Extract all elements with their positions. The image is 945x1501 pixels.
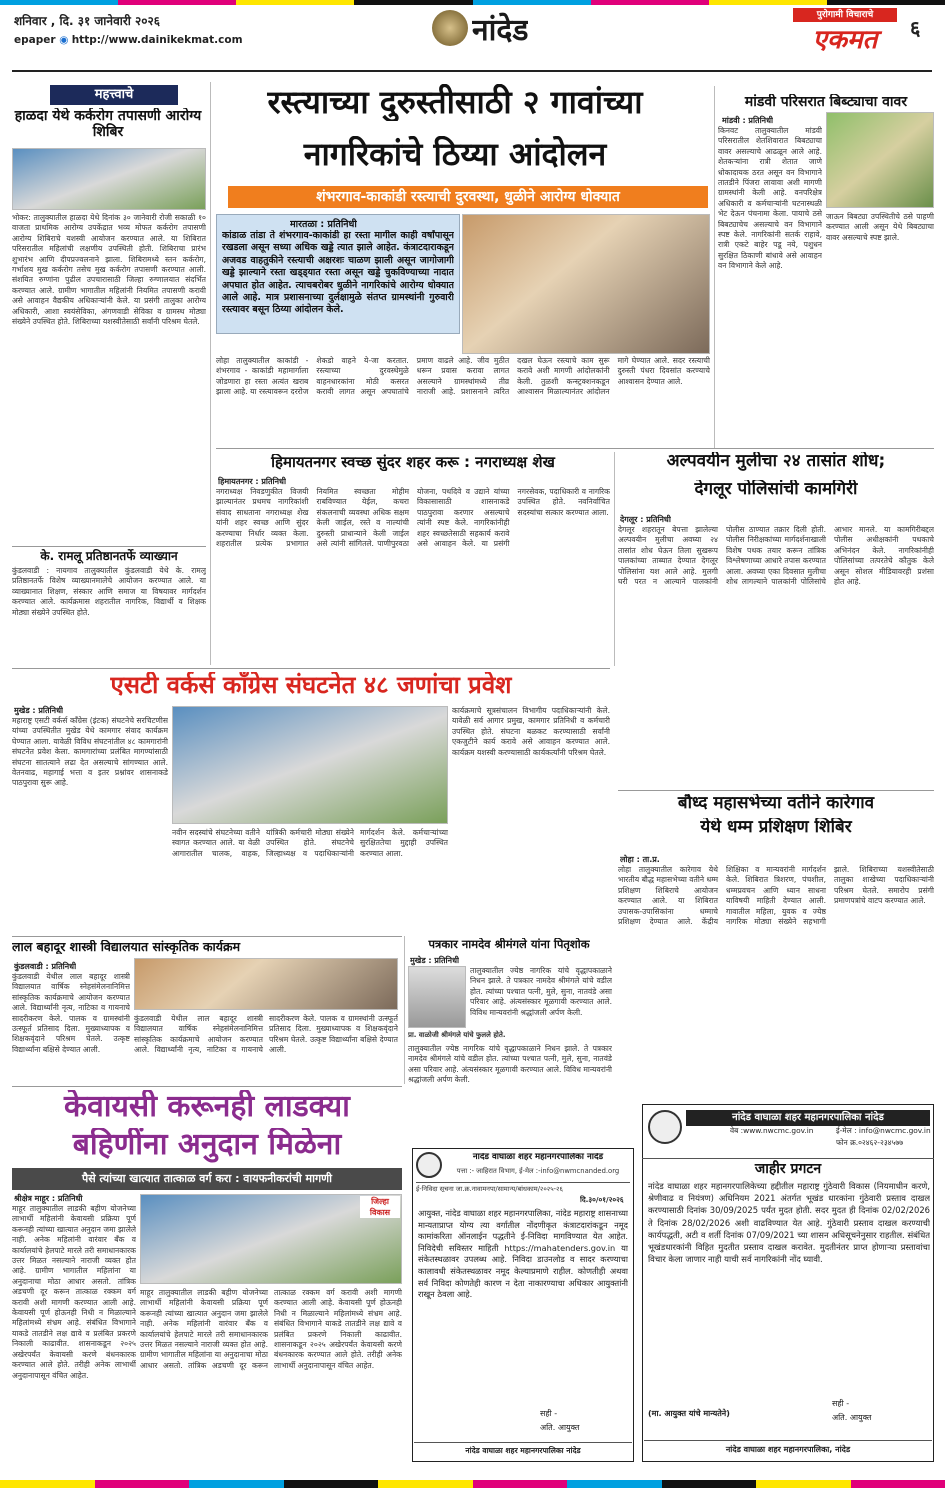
epaper-label: epaper [14, 34, 60, 46]
lead-intro: कांडाळ तांडा ते शंभरगाव-काकांडी हा रस्ता मागील काही वर्षांपासून रखडला असून सध्या अधिक खड्डे त्यात झाले आहेत. कंत्राटदाराकडून अजवड वाहतुकीने रस्त्याची अक्षरशः चाळण झाली असून जागोजागी खड्डे झाल्याने रस्ता खड्ड्यात रस्ता असून खड्डे चुकविण्याच्या नादात अपघात होत आहेत. त्याचबरोबर धुळीने नागरिकांचे आरोग्य धोक्यात आले आहे. मात्र प्रशासनाच्या दुर्लक्षामुळे संतप्त ग्रामस्थांनी गुरुवारी रस्त्यावर बसून ठिय्या आंदोलन केले. [222, 230, 454, 316]
left-article-2: कुंडलवाडी : नायगाव तालुक्यातील कुंडलवाडी येथे के. रामलू प्रतिष्ठानतर्फे विशेष व्याख्यानमालेचे आयोजन करण्यात आले. या व्याख्यानात शिक्षण, संस्कार आणि समाज या विषयावर मार्गदर्शन करण्यात आले. कार्यक्रमास शहरातील नागरिक, विद्यार्थी व शिक्षक मोठ्या संख्येने उपस्थित होते. [12, 566, 206, 617]
left-photo-camp [12, 148, 206, 210]
st-body-1: महाराष्ट्र एसटी वर्कर्स काँग्रेस (इंटक) संघटनेचे सरचिटणीस यांच्या उपस्थितीत मुखेड येथे कामगार संवाद कार्यक्रम घेण्यात आला. यावेळी विविध संघटनांतील ४८ कामगारांनी संघटनेत प्रवेश केला. कामगारांच्या प्रलंबित मागण्यांसाठी संघटना सातत्याने लढा देत असल्याचे सांगण्यात आले. वेतनवाढ, महागाई भत्ता व इतर प्रश्नांवर शासनाकडे पाठपुरावा सुरू आहे. [12, 716, 168, 788]
patrakar-title: पत्रकार नामदेव श्रीमंगले यांना पितृशोक [428, 938, 590, 951]
registration-bar-top [0, 0, 945, 5]
notice-footer: नांदेड वाघाळा शहर महानगरपालिका, नांदेड [644, 1440, 932, 1455]
tender-sign-1: सही - [540, 1409, 558, 1418]
mandvi-dateline: मांडवी : प्रतिनिधी [722, 116, 774, 125]
divider-mid [12, 668, 610, 669]
mandvi-title: मांडवी परिसरात बिब्ट्याचा वावर [744, 94, 908, 110]
degloor-body: देगलूर शहरातून बेपत्ता झालेल्या अल्पवयीन मुलीचा अवघ्या २४ तासांत शोध घेऊन तिला सुखरूप पालकांच्या ताब्यात देण्यात देगलूर पोलिसांना यश आले आहे. मुलगी घरी परत न आल्याने पालकांनी पोलीस ठाण्यात तक्रार दिली होती. पोलीस निरीक्षकांच्या मार्गदर्शनाखाली विशेष पथक तयार करून तांत्रिक विश्लेषणाच्या आधारे तपास करण्यात आला. अवघ्या एका दिवसात मुलीचा शोध लागल्याने पालकांनी पोलिसांचे आभार मानले. या कामगिरीबद्दल पोलीस अधीक्षकांनी पथकाचे अभिनंदन केले. नागरिकांनीही पोलिसांच्या तत्परतेचे कौतुक केले असून सोशल मीडियावरही प्रशंसा होत आहे. [618, 525, 934, 587]
notice-web: वेब :www.nwcmc.gov.in [730, 1126, 814, 1135]
himayat-title: हिमायतनगर स्वच्छ सुंदर शहर करू : नगराध्यक्ष शेख [271, 454, 555, 471]
notice-org: नांदेड वाघाळा शहर महानगरपालिका नांदेड [686, 1110, 930, 1126]
divider-kyc [12, 1086, 402, 1087]
himayat-body: नगराध्यक्ष निवडणुकीत विजयी झाल्यानंतर प्रथमच नागरिकांशी संवाद साधताना नगराध्यक्ष शेख यांनी शहर स्वच्छ आणि सुंदर करण्याचा निर्धार व्यक्त केला. शहरातील प्रत्येक प्रभागात नियमित स्वच्छता मोहीम राबविण्यात येईल, कचरा संकलनाची व्यवस्था अधिक सक्षम केली जाईल, रस्ते व नाल्यांची दुरुस्ती प्राधान्याने केली जाईल असे त्यांनी सांगितले. पाणीपुरवठा योजना, पथदिवे व उद्याने यांच्या विकासासाठी शासनाकडे पाठपुरावा करणार असल्याचे त्यांनी स्पष्ट केले. नागरिकांनीही शहर स्वच्छतेसाठी सहकार्य करावे असे आवाहन केले. या प्रसंगी नगरसेवक, पदाधिकारी व नागरिक उपस्थित होते. नवनिर्वाचित सदस्यांचा सत्कार करण्यात आला. [216, 487, 610, 549]
lead-title-1: रस्त्याच्या दुरुस्तीसाठी २ गावांच्या [267, 84, 643, 121]
bauddha-dateline: लोहा : ता.प्र. [620, 855, 660, 864]
himayat-dateline: हिमायतनगर : प्रतिनिधी [218, 477, 287, 486]
lead-photo-protest [462, 214, 710, 354]
kyc-photo-label: जिल्हा विकास [360, 1196, 400, 1218]
column-rule-patrakar [404, 936, 405, 1084]
patrakar-photo [408, 966, 466, 1028]
notice-approved: (मा. आयुक्त यांचे मान्यतेने) [648, 1409, 730, 1418]
site-url: http://www.dainikekmat.com [71, 34, 243, 46]
notice-email: ई-मेल : info@nwcmc.gov.in [836, 1126, 931, 1135]
notice-heading: जाहीर प्रगटन [642, 1158, 934, 1177]
brand-logo: एकमत [812, 25, 878, 55]
mandvi-photo-pugmark [826, 112, 934, 208]
masthead-divider [12, 70, 932, 72]
section-label: महत्त्वाचे [50, 85, 178, 105]
city-name: नांदेड [472, 13, 529, 48]
masthead [0, 6, 945, 70]
st-body-3: कार्यक्रमाचे सूत्रसंचालन विभागीय पदाधिकाऱ्यांनी केले. यावेळी सर्व आगार प्रमुख, कामगार प्रतिनिधी व कर्मचारी उपस्थित होते. संघटना बळकट करण्यासाठी सर्वांनी एकजुटीने कार्य करावे असे आवाहन करण्यात आले. कार्यक्रम यशस्वी करण्यासाठी कार्यकर्त्यांनी परिश्रम घेतले. [452, 706, 610, 757]
notice-body: नांदेड वाघाळा शहर महानगरपालिकेच्या हद्दीतील महाराष्ट्र गुंठेवारी विकास (नियमाधीन करणे, श्रेणीवाढ व नियंत्रण) अधिनियम 2021 अंतर्गत भूखंड धारकांना गुंठेवारी प्रस्ताव दाखल करण्यासाठी दिनांक 30/09/2025 पर्यंत मुदत होती. सदर मुदत ही दिनांक 02/02/2026 ते दिनांक 28/02/2026 अशी वाढविण्यात येत आहे. गुंठेवारी प्रस्ताव दाखल करण्याची कार्यपद्धती, अटी व शर्ती दिनांक 07/09/2021 च्या शासन अधिसूचनेनुसार राहतील. संबंधित भूखंडधारकांनी विहित मुदतीत प्रस्ताव दाखल करावेत. मुदतीनंतर प्राप्त होणाऱ्या प्रस्तावांचा विचार केला जाणार नाही याची सर्व नागरिकांनी नोंद घ्यावी. [648, 1181, 930, 1265]
divider-lalbahadur [12, 936, 402, 937]
divider-degloor [618, 790, 934, 791]
tender-body: आयुक्त, नांदेड वाघाळा शहर महानगरपालिका, नांदेड महाराष्ट्र शासनाच्या मान्यताप्राप्त योग्य त्या वर्गातील नोंदणीकृत कंत्राटदारांकडून नमूद कामांकरिता ऑनलाईन पद्धतीने ई-निविदा मागविण्यात येत आहेत. निविदेची सविस्तर माहिती https://mahatenders.gov.in या संकेतस्थळावर उपलब्ध आहे. निविदा डाउनलोड व सादर करण्याचा कालावधी संकेतस्थळावर नमूद केल्याप्रमाणे राहील. कोणतीही अथवा सर्व निविदा कोणतेही कारण न देता नाकारण्याचा अधिकार आयुक्तांनी राखून ठेवला आहे. [418, 1208, 628, 1300]
lalbahadur-photo [134, 958, 398, 1010]
kyc-title-2: बहिणींना अनुदान मिळेना [72, 1128, 342, 1162]
left-headline-2: के. रामलू प्रतिष्ठानतर्फे व्याख्यान [12, 546, 206, 564]
kyc-title-1: केवायसी करूनही लाडक्या [64, 1090, 350, 1124]
tender-sign-2: अति. आयुक्त [540, 1423, 580, 1432]
tender-address: पत्ता :- जाहिरात विभाग, ई-मेल :-info@nwmcnanded.org [456, 1167, 620, 1175]
patrakar-caption: प्रा. वाळोजी श्रीमंगले यांचे फुलले होते. [408, 1031, 506, 1039]
st-photo-group [172, 706, 448, 824]
mandvi-caption: जाऊन बिबट्या उपस्थितीचे ठसे पाहणी करण्यात आली असून येथे बिबट्याचा वावर असल्याचे स्पष्ट झाले. [826, 212, 934, 242]
lead-dateline: मारतळा : प्रतिनिधी [290, 219, 357, 230]
bauddha-title-2: येथे धम्म प्रशिक्षण शिबिर [700, 818, 852, 837]
patrakar-body: तालुक्यातील ज्येष्ठ नागरिक यांचे वृद्धापकाळाने निधन झाले. ते पत्रकार नामदेव श्रीमंगले यांचे वडील होत. त्यांच्या पश्चात पत्नी, मुले, सुना, नातवंडे असा परिवार आहे. अंत्यसंस्कार मूळगावी करण्यात आले. विविध मान्यवरांनी श्रद्धांजली अर्पण केली. [470, 966, 612, 1017]
registration-bar-bottom [0, 1480, 945, 1488]
emblem-icon [432, 10, 468, 46]
lalbahadur-body: कुंडलवाडी येथील लाल बहादूर शास्त्री विद्यालयात वार्षिक स्नेहसंमेलनानिमित्त सांस्कृतिक कार्यक्रमाचे आयोजन करण्यात आले. विद्यार्थ्यांनी नृत्य, नाटिका व गायनाचे सादरीकरण केले. पालक व ग्रामस्थांनी उत्स्फूर्त प्रतिसाद दिला. मुख्याध्यापक व शिक्षकवृंदाने परिश्रम घेतले. उत्कृष्ट विद्यार्थ्यांना बक्षिसे देण्यात आली. [12, 972, 130, 1054]
issue-date: शनिवार , दि. ३१ जानेवारी २०२६ [14, 14, 161, 28]
st-body-2: नवीन सदस्यांचे संघटनेच्या वतीने स्वागत करण्यात आले. या वेळी आगारातील चालक, वाहक, यांत्रिकी कर्मचारी मोठ्या संख्येने उपस्थित होते. संघटनेचे जिल्हाध्यक्ष व पदाधिकाऱ्यांनी मार्गदर्शन केले. कर्मचाऱ्यांच्या सुरक्षिततेचा मुद्दाही उपस्थित करण्यात आला. [172, 828, 448, 858]
mandvi-body: किनवट तालुक्यातील मांडवी परिसरातील शेतशिवारात बिबट्याचा वावर असल्याचे आढळून आले आहे. शेतकऱ्यांना रात्री शेतात जाणे धोकादायक ठरत असून वन विभागाने तातडीने पिंजरा लावावा अशी मागणी ग्रामस्थांनी केली आहे. वनपरिक्षेत्र अधिकारी व कर्मचाऱ्यांनी घटनास्थळी भेट देऊन पंचनामा केला. पायाचे ठसे बिबट्याचेच असल्याचे वन विभागाने स्पष्ट केले. नागरिकांनी सतर्क राहावे, रात्री एकटे बाहेर पडू नये, पशुधन सुरक्षित ठिकाणी बांधावे असे आवाहन वन विभागाने केले आहे. [718, 126, 822, 271]
st-dateline: मुखेड : प्रतिनिधी [14, 706, 64, 715]
tender-footer: नांदेड वाघाळा शहर महानगरपालिका नांदेड [414, 1442, 632, 1456]
notice-sign-1: सही - [832, 1399, 850, 1408]
degloor-title-1: अल्पवयीन मुलीचा २४ तासांत शोध; [666, 452, 886, 471]
bauddha-body: लोहा तालुक्यातील कारेगाव येथे भारतीय बौद्ध महासभेच्या वतीने धम्म प्रशिक्षण शिबिराचे आयोजन करण्यात आले. या शिबिरात उपासक-उपासिकांना धम्माचे प्रशिक्षण देण्यात आले. केंद्रीय शिक्षिका व मान्यवरांनी मार्गदर्शन केले. शिबिरात त्रिशरण, पंचशील, धम्मप्रवचन आणि ध्यान साधना याविषयी माहिती देण्यात आली. गावातील महिला, युवक व ज्येष्ठ नागरिक मोठ्या संख्येने सहभागी झाले. शिबिराच्या यशस्वीतेसाठी तालुका शाखेच्या पदाधिकाऱ्यांनी परिश्रम घेतले. समारोप प्रसंगी प्रमाणपत्रांचे वाटप करण्यात आले. [618, 865, 934, 927]
kyc-body-1: माहूर तालुक्यातील लाडकी बहीण योजनेच्या लाभार्थी महिलांनी केवायसी प्रक्रिया पूर्ण करूनही त्यांच्या खात्यात अनुदान जमा झालेले नाही. अनेक महिलांनी वारंवार बँक व कार्यालयांचे हेलपाटे मारले तरी समाधानकारक उत्तर मिळत नसल्याने नाराजी व्यक्त होत आहे. ग्रामीण भागातील महिलांना या अनुदानाचा मोठा आधार असतो. तांत्रिक अडचणी दूर करून तात्काळ रक्कम वर्ग करावी अशी मागणी करण्यात आली आहे. केवायसी पूर्ण होऊनही निधी न मिळाल्याने महिलांमध्ये संभ्रम आहे. संबंधित विभागाने याकडे तातडीने लक्ष द्यावे व प्रलंबित प्रकरणे निकाली काढावीत. शासनाकडून २०२५ अखेरपर्यंत केवायसी करणे बंधनकारक करण्यात आले होते. तरीही अनेक लाभार्थी अनुदानापासून वंचित आहेत. [12, 1204, 136, 1380]
brand-tagline: पुरोगामी विचाराचे [793, 8, 897, 22]
tender-emblem-icon [416, 1152, 442, 1178]
divider-upper [216, 448, 934, 449]
degloor-dateline: देगलूर : प्रतिनिधी [620, 515, 671, 524]
lalbahadur-body-2: कुंडलवाडी येथील लाल बहादूर शास्त्री विद्यालयात वार्षिक स्नेहसंमेलनानिमित्त सांस्कृतिक कार्यक्रमाचे आयोजन करण्यात आले. विद्यार्थ्यांनी नृत्य, नाटिका व गायनाचे सादरीकरण केले. पालक व ग्रामस्थांनी उत्स्फूर्त प्रतिसाद दिला. मुख्याध्यापक व शिक्षकवृंदाने परिश्रम घेतले. उत्कृष्ट विद्यार्थ्यांना बक्षिसे देण्यात आली. [134, 1014, 398, 1055]
lead-subhead: शंभरगाव-काकांडी रस्त्याची दुरवस्था, धुळीने आरोग्य धोक्यात [228, 186, 708, 208]
kyc-subhead: पैसे त्यांच्या खात्यात तात्काळ वर्ग करा : वायफनीकरांची मागणी [12, 1168, 402, 1190]
lead-title-2: नागरिकांचे ठिय्या आंदोलन [303, 136, 607, 173]
lead-body: लोहा तालुक्यातील काकांडी - शंभरगाव - काकांडी महामार्गाला जोडणारा हा रस्ता अत्यंत खराब झाला आहे. या रस्त्यावरून दररोज शेकडो वाहने ये-जा करतात. रस्त्याच्या दुरवस्थेमुळे वाहनधारकांना मोठी कसरत करावी लागत असून अपघातांचे प्रमाण वाढले आहे. जीव मुठीत धरून प्रवास करावा लागत असल्याने ग्रामस्थांमध्ये तीव्र नाराजी आहे. प्रशासनाने त्वरित दखल घेऊन रस्त्याचे काम सुरू करावे अशी मागणी आंदोलकांनी केली. तुळशी कन्स्ट्रक्शनकडून आश्वासन मिळाल्यानंतर आंदोलन मागे घेण्यात आले. सदर रस्त्याची दुरुस्ती पंधरा दिवसांत करण्याचे आश्वासन देण्यात आले. [216, 356, 710, 397]
notice-emblem-icon [648, 1110, 682, 1144]
tender-date: दि.३०/०१/२०२६ [580, 1195, 624, 1204]
patrakar-body-2: तालुक्यातील ज्येष्ठ नागरिक यांचे वृद्धापकाळाने निधन झाले. ते पत्रकार नामदेव श्रीमंगले यांचे वडील होत. त्यांच्या पश्चात पत्नी, मुले, सुना, नातवंडे असा परिवार आहे. अंत्यसंस्कार मूळगावी करण्यात आले. विविध मान्यवरांनी श्रद्धांजली अर्पण केली. [408, 1044, 612, 1084]
globe-icon: ◉ [59, 34, 72, 46]
lalbahadur-dateline: कुंडलवाडी : प्रतिनिधी [14, 962, 77, 971]
st-title: एसटी वर्कर्स काँग्रेस संघटनेत ४८ जणांचा प्रवेश [110, 672, 512, 699]
tender-org: नांदेड वाघाळा शहर महानगरपालिका नांदेड [472, 1153, 604, 1162]
degloor-title-2: देगलूर पोलिसांची कामगिरी [694, 480, 858, 499]
lalbahadur-title: लाल बहादूर शास्त्री विद्यालयात सांस्कृतिक कार्यक्रम [12, 940, 241, 954]
kyc-dateline: श्रीक्षेत्र माहूर : प्रतिनिधी [14, 1194, 83, 1203]
patrakar-dateline: मुखेड : प्रतिनिधी [410, 956, 460, 965]
tender-notice-no: ई-निविदा सूचना जा.क्र.नावामनपा/सामान्य/बांधकाम/२०२५-२६ [416, 1182, 630, 1192]
epaper-link[interactable] [14, 34, 344, 50]
notice-phone: फोन क्र.०२४६२-२३४५७७ [836, 1138, 904, 1147]
column-rule-right [714, 86, 715, 448]
bauddha-title-1: बौध्द महासभेच्या वतीने कारेगाव [677, 794, 875, 813]
kyc-body-2: माहूर तालुक्यातील लाडकी बहीण योजनेच्या लाभार्थी महिलांनी केवायसी प्रक्रिया पूर्ण करूनही त्यांच्या खात्यात अनुदान जमा झालेले नाही. अनेक महिलांनी वारंवार बँक व कार्यालयांचे हेलपाटे मारले तरी समाधानकारक उत्तर मिळत नसल्याने नाराजी व्यक्त होत आहे. ग्रामीण भागातील महिलांना या अनुदानाचा मोठा आधार असतो. तांत्रिक अडचणी दूर करून तात्काळ रक्कम वर्ग करावी अशी मागणी करण्यात आली आहे. केवायसी पूर्ण होऊनही निधी न मिळाल्याने महिलांमध्ये संभ्रम आहे. संबंधित विभागाने याकडे तातडीने लक्ष द्यावे व प्रलंबित प्रकरणे निकाली काढावीत. शासनाकडून २०२५ अखेरपर्यंत केवायसी करणे बंधनकारक करण्यात आले होते. तरीही अनेक लाभार्थी अनुदानापासून वंचित आहेत. [140, 1288, 402, 1370]
left-headline-1: हाळदा येथे कर्करोग तपासणी आरोग्य शिबिर [14, 108, 202, 141]
notice-sign-2: अति. आयुक्त [832, 1413, 872, 1422]
left-article-1: भोकर: तालुक्यातील हाळदा येथे दिनांक ३० जानेवारी रोजी सकाळी १० वाजता प्राथमिक आरोग्य उपकेंद्रात भव्य मोफत कर्करोग तपासणी आरोग्य शिबिराचे यशस्वी आयोजन करण्यात आले. या शिबिरात परिसरातील महिलांची लक्षणीय उपस्थिती होती. शिबिराचा प्रारंभ शुभारंभ आणि दीपप्रज्वलनाने झाला. शिबिरामध्ये स्तन कर्करोग, गर्भाशय मुख कर्करोग तसेच मुख कर्करोग तपासणी करण्यात आली. संशयित रुग्णांना पुढील उपचारासाठी जिल्हा रुग्णालयात संदर्भित करण्यात आले. ग्रामीण भागातील महिलांनी नियमित तपासणी करावी असे आवाहन वैद्यकीय अधिकाऱ्यांनी केले. या प्रसंगी तालुका आरोग्य अधिकारी, आशा स्वयंसेविका, अंगणवाडी सेविका व ग्रामस्थ मोठ्या संख्येने उपस्थित होते. शिबिराच्या यशस्वीतेसाठी सर्वांनी परिश्रम घेतले. [12, 213, 206, 327]
column-rule-mid [614, 452, 615, 666]
page-number: ६ [910, 16, 921, 40]
